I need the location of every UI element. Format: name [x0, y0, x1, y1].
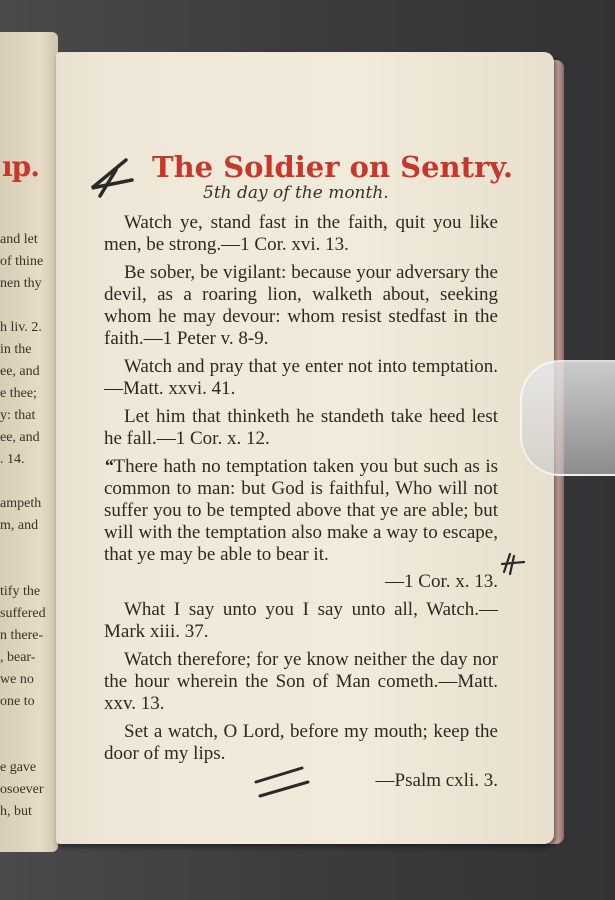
- left-page-line: , bear-: [0, 650, 36, 665]
- left-page-line: e thee;: [0, 386, 37, 401]
- left-page-line: . 14.: [0, 452, 25, 467]
- verse-4: Let him that thinketh he standeth take heed lest he fall.—1 Cor. x. 12.: [104, 406, 498, 449]
- verse-1: Watch ye, stand fast in the faith, quit you like men, be strong.—1 Cor. xvi. 13.: [104, 212, 498, 255]
- left-page-line: nen thy: [0, 276, 42, 291]
- verse-6: What I say unto you I say unto all, Watch.—Mark xiii. 37.: [104, 599, 498, 642]
- left-page-line: one to: [0, 694, 35, 709]
- page-subtitle: 5th day of the month.: [203, 183, 389, 203]
- pencil-margin-mark-icon: [500, 552, 528, 576]
- left-page-line: n there-: [0, 628, 44, 643]
- verse-list: [104, 212, 498, 798]
- pencil-number-4-icon: [86, 158, 142, 198]
- left-page-line: m, and: [0, 518, 39, 533]
- left-page-line: e gave: [0, 760, 37, 775]
- verse-3: Watch and pray that ye enter not into temptation.—Matt. xxvi. 41.: [104, 356, 498, 399]
- left-page-line: osoever: [0, 782, 44, 797]
- plastic-clip: [520, 360, 615, 476]
- left-page-line: suffered: [0, 606, 46, 621]
- pencil-double-line-icon: [252, 764, 312, 800]
- verse-5: “There hath no temptation taken you but such as is common to man: but God is faithful, Who will not suffer you to be tempted above that ye are able; but will with the temptation also make a way to escape, that ye may be able to bear it.: [104, 456, 498, 565]
- left-page-line: ee, and: [0, 364, 40, 379]
- verse-5-reference: —1 Cor. x. 13.: [385, 571, 498, 592]
- left-page-line: h liv. 2.: [0, 320, 42, 335]
- left-page-line: we no: [0, 672, 34, 687]
- left-page-line: tify the: [0, 584, 41, 599]
- left-page-heading: ıp.: [2, 150, 39, 183]
- pencil-quote-mark-icon: “: [104, 456, 114, 477]
- left-page-line: and let: [0, 232, 38, 247]
- facing-left-page: [0, 32, 58, 852]
- left-page-line: h, but: [0, 804, 32, 819]
- left-page-line: ampeth: [0, 496, 42, 511]
- verse-7: Watch therefore; for ye know neither the day nor the hour wherein the Son of Man cometh.—Matt. xxv. 13.: [104, 649, 498, 714]
- verse-8: Set a watch, O Lord, before my mouth; keep the door of my lips.: [104, 721, 498, 764]
- page-title: The Soldier on Sentry.: [152, 150, 513, 184]
- left-page-line: ee, and: [0, 430, 40, 445]
- left-page-line: of thine: [0, 254, 44, 269]
- left-page-line: y: that: [0, 408, 36, 423]
- verse-8-reference: —Psalm cxli. 3.: [375, 770, 498, 791]
- left-page-line: in the: [0, 342, 32, 357]
- verse-2: Be sober, be vigilant: because your adversary the devil, as a roaring lion, walketh about, seeking whom he may devour: whom resist stedfast in the faith.—1 Peter v. 8-9.: [104, 262, 498, 349]
